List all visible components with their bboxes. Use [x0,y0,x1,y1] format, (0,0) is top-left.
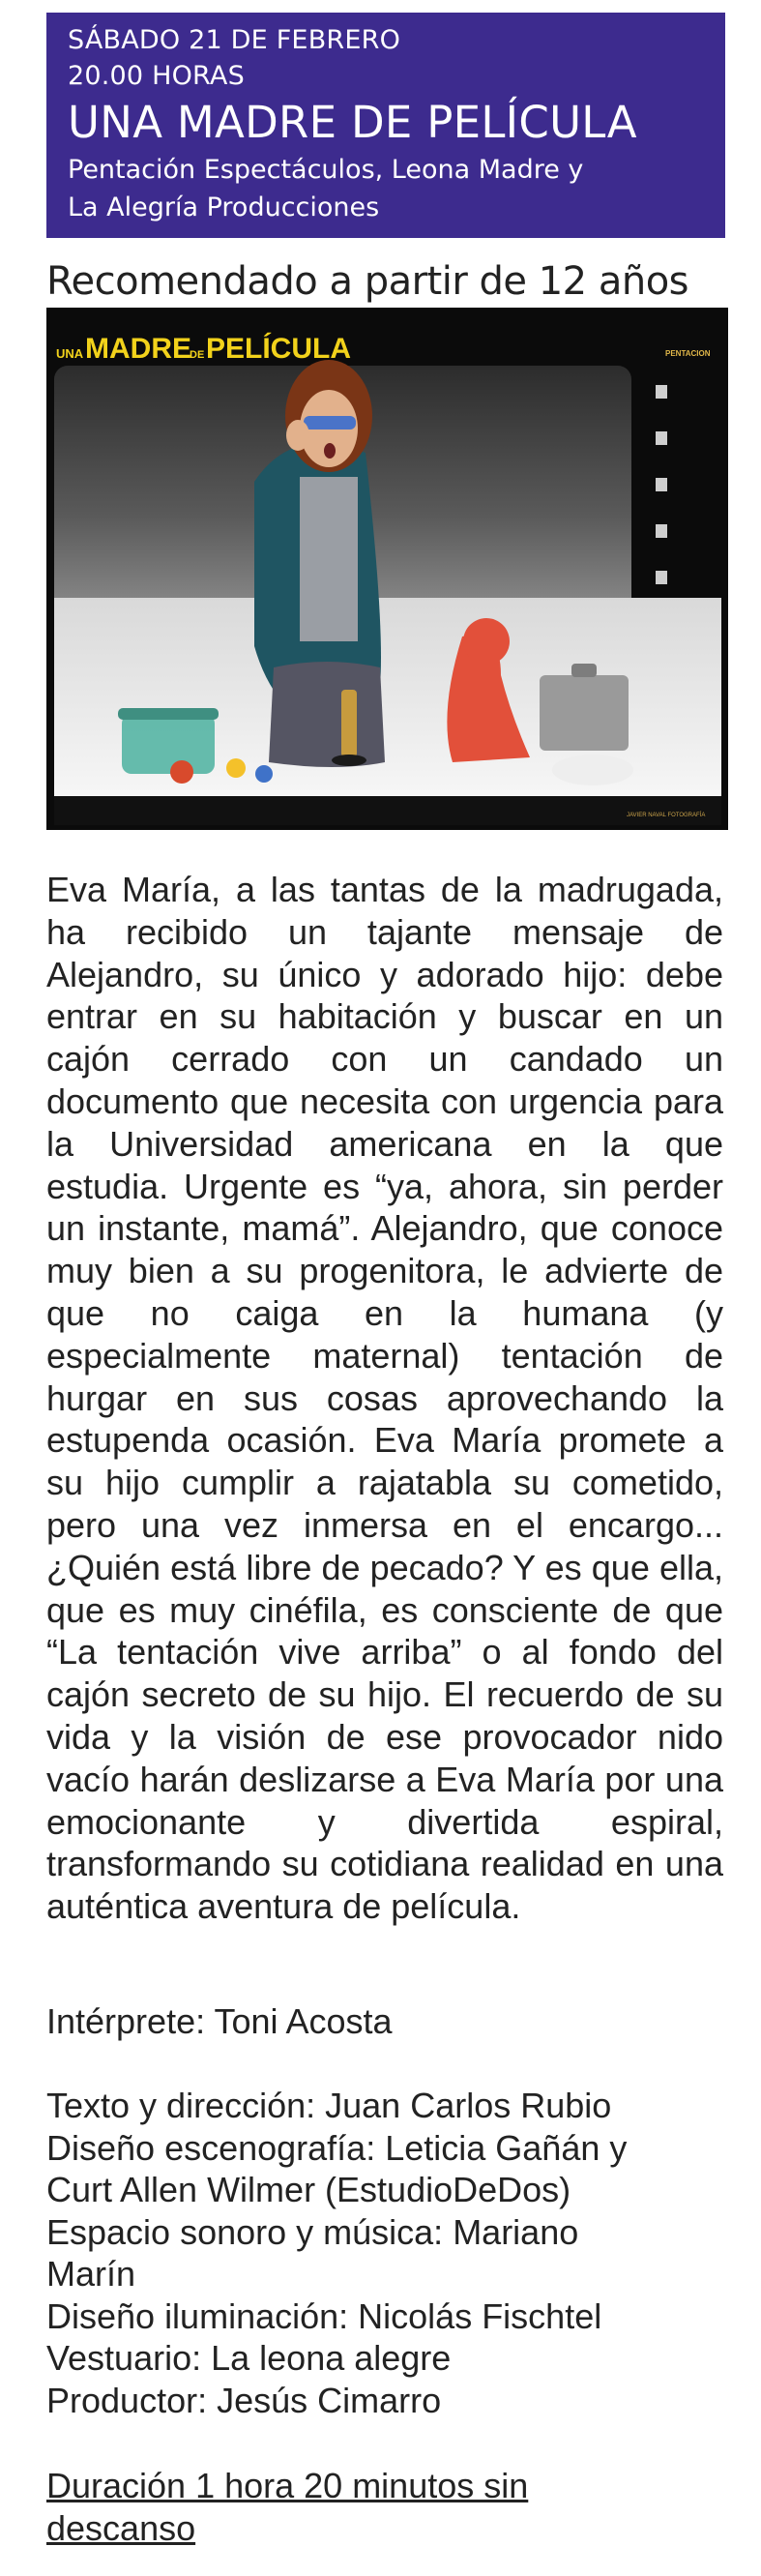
poster-credit: JAVIER NAVAL FOTOGRAFÍA [627,813,706,818]
poster-brand: PENTACION [665,349,711,358]
duration-link[interactable] [46,2466,528,2505]
credit-line: Curt Allen Wilmer (EstudioDeDos) [46,2170,571,2209]
event-header [46,13,725,238]
duration-line-2: descanso [46,2507,196,2548]
duration-line-1: Duración 1 hora 20 minutos sin [46,2466,529,2505]
poster-logo-madre: MADRE [85,333,191,365]
event-time: 20.00 HORAS [68,61,245,91]
synopsis: Eva María, a las tantas de la madrugada, ha recibido un tajante mensaje de Alejandro, su único y adorado hijo: debe entrar en su habitación y buscar en un cajón cerrado con un candado un documento que necesita con urgencia para la Universidad americana en la que estudia. Urgente es “ya, ahora, sin perder un instante, mamá”. Alejandro, que conoce muy bien a su progenitora, le advierte de que no caiga en la humana (y especialmente maternal) tentación de hurgar en sus cosas aprovechando la estupenda ocasión. Eva María promete a su hijo cumplir a rajatabla su cometido, pero una vez inmersa en el encargo... ¿Quién está libre de pecado? Y es que ella, que es muy cinéfila, es consciente de que “La tentación vive arriba” o al fondo del cajón secreto de su hijo. El recuerdo de su vida y la visión de ese provocador nido vacío harán deslizarse a Eva María por una emocionante y divertida espiral, transformando su cotidiana realidad en una auténtica aventura de película. [46,870,723,1927]
event-title: UNA MADRE DE PELÍCULA [68,97,637,148]
company-line-1: Pentación Espectáculos, Leona Madre y [68,155,584,185]
credit-line: Vestuario: La leona alegre [46,2338,452,2378]
duration [46,2465,528,2549]
poster-image [46,308,728,830]
cast [46,2000,393,2043]
credit-line: Diseño iluminación: Nicolás Fischtel [46,2295,602,2336]
event-date: SÁBADO 21 DE FEBRERO [68,25,401,55]
poster-logo-de: DE [190,349,205,361]
poster-logo-pelicula: PELÍCULA [206,333,351,365]
credit-line: Productor: Jesús Cimarro [46,2380,442,2420]
credit-line: Espacio sonoro y música: Mariano [46,2211,579,2252]
credits-list [46,2085,627,2421]
credit-line: Texto y dirección: Juan Carlos Rubio [46,2086,612,2125]
poster-logo-una: UNA [56,346,84,361]
company-line-2: La Alegría Producciones [68,192,380,222]
age-recommendation: Recomendado a partir de 12 años [46,259,689,304]
duration-link-continued[interactable] [46,2508,195,2548]
cast-line: Intérprete: Toni Acosta [46,2001,393,2041]
credit-line: Marín [46,2254,136,2294]
credit-line: Diseño escenografía: Leticia Gañán y [46,2127,628,2168]
